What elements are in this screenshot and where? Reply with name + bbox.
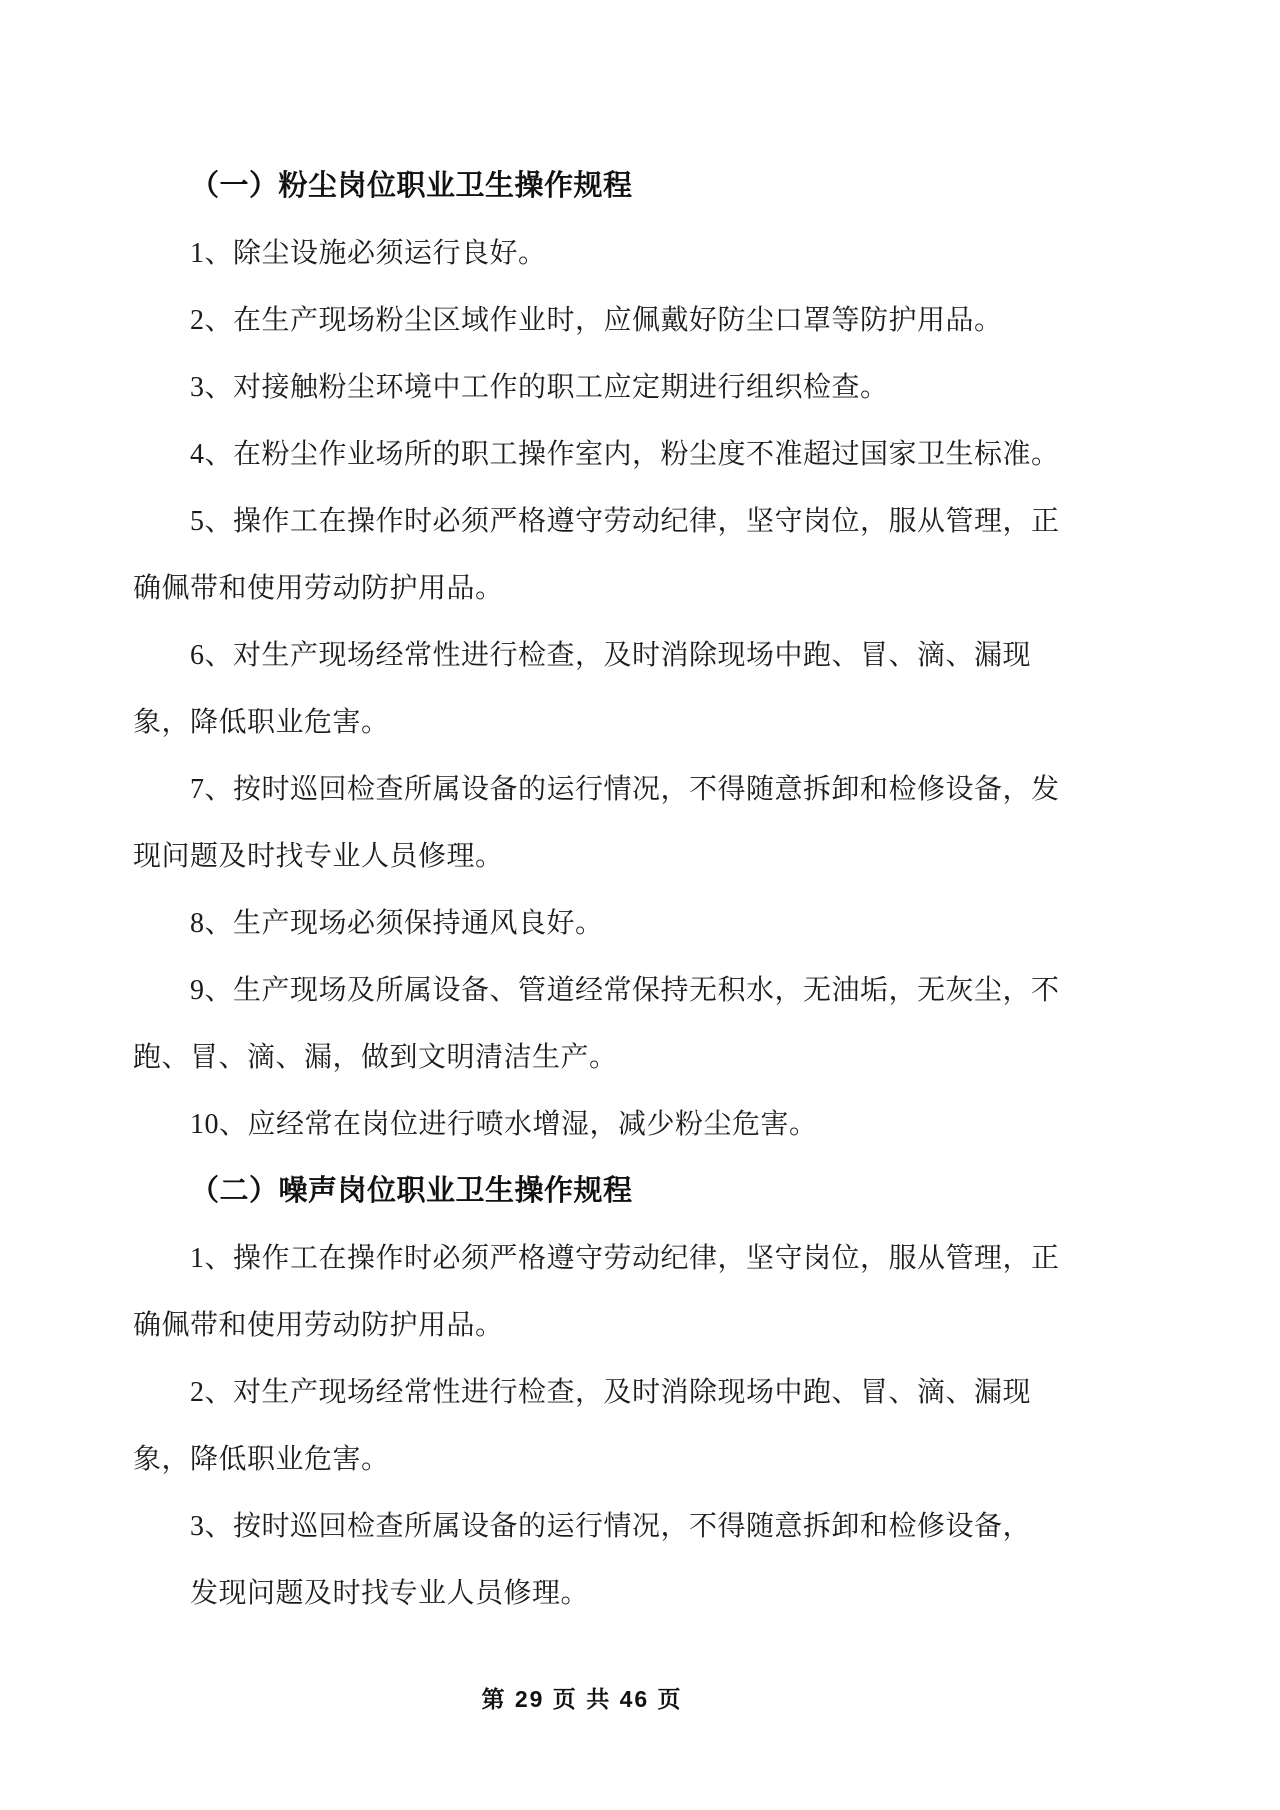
- list-item-line: 3、按时巡回检查所属设备的运行情况，不得随意拆卸和检修设备，: [190, 1511, 1032, 1542]
- list-item-line: 2、对生产现场经常性进行检查，及时消除现场中跑、冒、滴、漏现: [190, 1377, 1032, 1408]
- list-item-line: 3、对接触粉尘环境中工作的职工应定期进行组织检查。: [190, 372, 889, 403]
- wrapped-text-line: 现问题及时找专业人员修理。: [133, 841, 504, 872]
- wrapped-text-line: 发现问题及时找专业人员修理。: [190, 1578, 590, 1609]
- page-number-text: 第 29 页 共 46 页: [481, 1686, 683, 1712]
- list-item-line: 1、操作工在操作时必须严格遵守劳动纪律，坚守岗位，服从管理，正: [190, 1243, 1060, 1274]
- list-item-line: 8、生产现场必须保持通风良好。: [190, 908, 604, 939]
- section-heading: （二）噪声岗位职业卫生操作规程: [190, 1175, 633, 1207]
- wrapped-text-line: 象，降低职业危害。: [133, 707, 390, 738]
- page-footer: [0, 1682, 1164, 1716]
- document-body: [133, 153, 1173, 1627]
- list-item-line: 7、按时巡回检查所属设备的运行情况，不得随意拆卸和检修设备，发: [190, 774, 1060, 805]
- wrapped-text-line: 跑、冒、滴、漏，做到文明清洁生产。: [133, 1042, 618, 1073]
- list-item-line: 5、操作工在操作时必须严格遵守劳动纪律，坚守岗位，服从管理，正: [190, 506, 1060, 537]
- list-item-line: 1、除尘设施必须运行良好。: [190, 238, 547, 269]
- section-heading: （一）粉尘岗位职业卫生操作规程: [190, 170, 633, 202]
- wrapped-text-line: 象，降低职业危害。: [133, 1444, 390, 1475]
- wrapped-text-line: 确佩带和使用劳动防护用品。: [133, 1310, 504, 1341]
- list-item-line: 6、对生产现场经常性进行检查，及时消除现场中跑、冒、滴、漏现: [190, 640, 1032, 671]
- wrapped-text-line: 确佩带和使用劳动防护用品。: [133, 573, 504, 604]
- list-item-line: 2、在生产现场粉尘区域作业时，应佩戴好防尘口罩等防护用品。: [190, 305, 1003, 336]
- list-item-line: 9、生产现场及所属设备、管道经常保持无积水，无油垢，无灰尘，不: [190, 975, 1060, 1006]
- list-item-line: 10、应经常在岗位进行喷水增湿，减少粉尘危害。: [190, 1109, 818, 1140]
- list-item-line: 4、在粉尘作业场所的职工操作室内，粉尘度不准超过国家卫生标准。: [190, 439, 1060, 470]
